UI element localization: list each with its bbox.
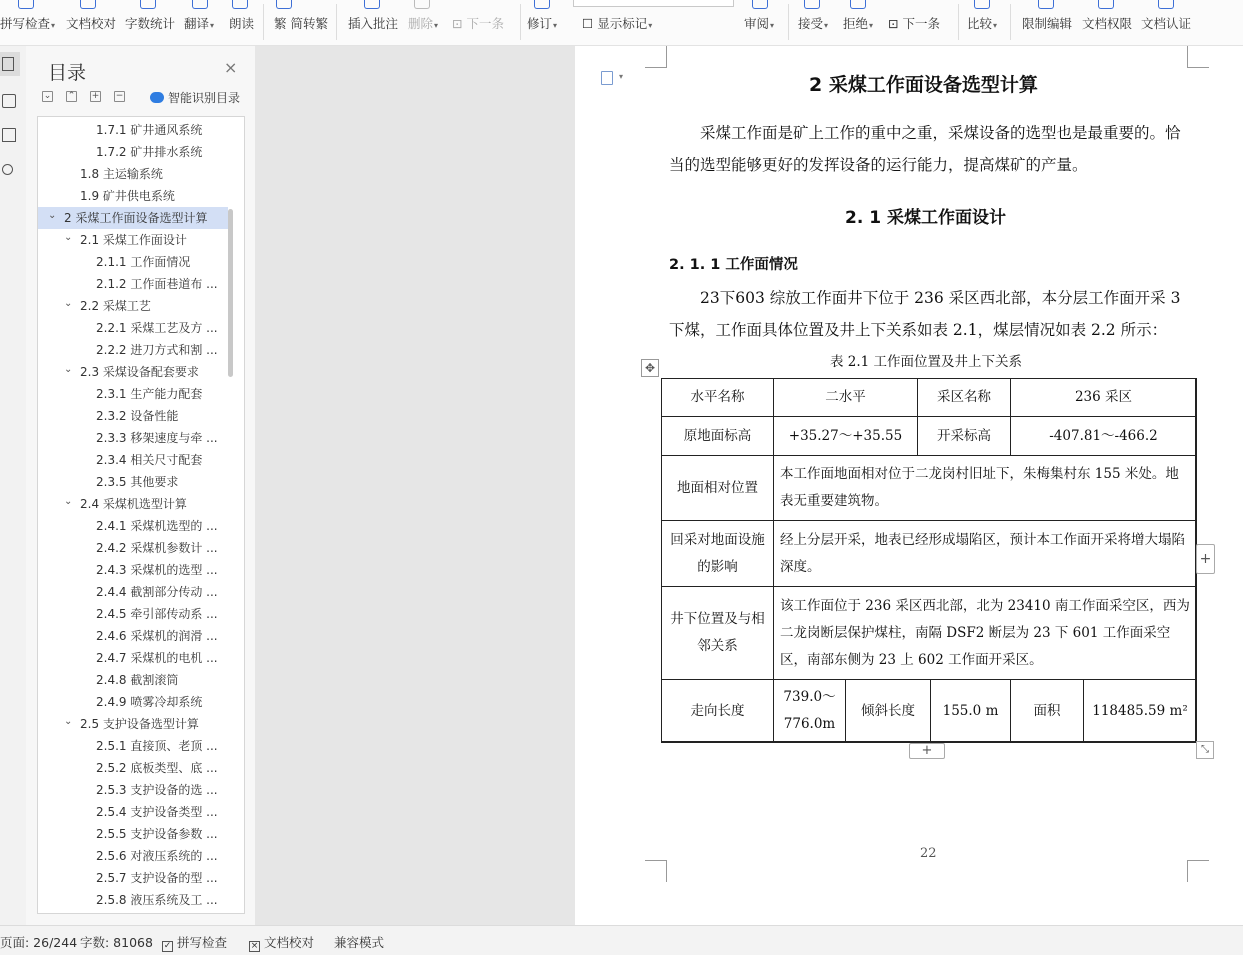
accept-button[interactable]: 接受▾ [798,16,829,31]
table-cell: 开采标高 [917,416,1011,456]
next-comment-icon: ⊡ [452,16,463,31]
body-paragraph: 23下603 综放工作面井下位于 236 采区西北部，本分层工作面开采 3 下煤，工作面具体位置及井上下关系如表 2.1，煤层情况如表 2.2 所示： [669,289,1181,339]
doc-certify-button[interactable]: 文档认证 [1141,16,1192,31]
doc-permission-icon [1098,0,1114,9]
toc-item-label: 1.8 主运输系统 [80,167,163,181]
toc-item[interactable] [38,537,228,559]
toc-item-label: 1.9 矿井供电系统 [80,189,175,203]
table-cell: 236 采区 [1010,378,1197,417]
table-cell: 回采对地面设施的影响 [661,520,774,587]
translate-icon [192,0,208,9]
toc-item-label: 2.5.6 对液压系统的 ... [96,849,218,863]
toc-item-label: 2.3.4 相关尺寸配套 [96,453,203,467]
document-page [575,46,1243,925]
toc-item[interactable] [38,757,228,779]
translate-button[interactable]: 翻译▾ [184,16,215,31]
table-cell: 水平名称 [661,378,774,417]
to-traditional-button[interactable]: 繁 简转繁 [274,16,329,31]
show-markup-icon: ☐ [582,16,594,31]
word-count[interactable]: 字数: 81068 [80,935,153,950]
chevron-down-icon[interactable]: ⌄ [64,298,73,309]
toc-item[interactable] [38,163,228,185]
toc-item-label: 2.5 支护设备选型计算 [80,717,199,731]
toc-item[interactable] [38,515,228,537]
spellcheck-icon [18,0,34,9]
compare-button[interactable]: 比较▾ [967,16,998,31]
toolbar-divider [788,4,789,40]
toc-item[interactable] [38,185,228,207]
add-heading-icon[interactable]: + [91,91,100,101]
next-comment-button[interactable]: ⊡ 下一条 [452,16,504,31]
insert-comment-icon [364,0,380,9]
toc-item[interactable] [38,317,228,339]
toc-item-label: 1.7.1 矿井通风系统 [96,123,203,137]
proofread-toggle[interactable]: × 文档校对 [250,935,315,951]
toc-item[interactable] [38,471,228,493]
toc-item-label: 2 采煤工作面设备选型计算 [64,211,208,225]
table-cell: 原地面标高 [661,416,774,456]
toc-item-label: 2.3.5 其他要求 [96,475,179,489]
status-bar [0,925,1243,955]
ai-icon [150,92,164,103]
toc-item[interactable] [38,669,228,691]
accept-icon [804,0,820,9]
proofread-icon [80,0,96,9]
toc-item-label: 2.4 采煤机选型计算 [80,497,187,511]
toc-item-label: 2.2.2 进刀方式和割 ... [96,343,218,357]
toolbar-divider [336,4,337,40]
collapse-all-icon[interactable]: ⌄ [43,91,52,101]
track-changes-button[interactable]: 修订▾ [527,16,558,31]
toc-item[interactable] [38,691,228,713]
spellcheck-button[interactable]: 拼写检查▾ [0,16,56,31]
chevron-down-icon[interactable]: ⌄ [64,232,73,243]
toc-item-label: 2.2.1 采煤工艺及方 ... [96,321,218,335]
toc-item[interactable] [38,647,228,669]
toc-item[interactable] [38,493,228,515]
table-resize-handle[interactable]: ⤡ [1196,741,1214,759]
table-cell: 地面相对位置 [661,455,774,521]
chapter-icon[interactable] [2,94,16,108]
page-number: 22 [920,846,937,861]
table-cell: 本工作面地面相对位于二龙岗村旧址下，朱梅集村东 155 米处。地表无重要建筑物。 [773,455,1197,521]
markup-mode-dropdown[interactable] [573,0,734,7]
chevron-down-icon[interactable]: ⌄ [64,364,73,375]
toc-item-label: 1.7.2 矿井排水系统 [96,145,203,159]
toolbar-divider [958,4,959,40]
toc-item-label: 2.3.2 设备性能 [96,409,179,423]
table-cell: 经上分层开采，地表已经形成塌陷区，预计本工作面开采将增大塌陷深度。 [773,520,1197,587]
toc-scrollbar[interactable] [228,209,233,377]
toc-item-label: 2.4.1 采煤机选型的 ... [96,519,218,533]
table-cell: 倾斜长度 [845,679,931,743]
next-change-button[interactable]: ⊡ 下一条 [888,16,940,31]
restrict-edit-button[interactable]: 限制编辑 [1022,16,1073,31]
chevron-down-icon[interactable]: ⌄ [64,716,73,727]
traditional-glyph: 繁 [274,16,287,31]
toolbar-divider [520,4,521,40]
toc-item-label: 2.1.2 工作面巷道布 ... [96,277,218,291]
expand-icon[interactable]: ⌃ [67,91,76,101]
insert-comment-button[interactable]: 插入批注 [348,16,399,31]
toc-item[interactable] [38,273,228,295]
table-caption: 表 2.1 工作面位置及井上下关系 [830,354,1023,370]
toc-item-label: 2.4.4 截割部分传动 ... [96,585,218,599]
toc-item[interactable] [38,801,228,823]
toc-tab[interactable] [0,52,20,76]
spellcheck-toggle[interactable]: ✓ 拼写检查 [163,935,228,951]
toolbar-divider [263,4,264,40]
toc-item-label: 2.1.1 工作面情况 [96,255,191,269]
delete-comment-button[interactable]: 删除▾ [408,16,439,31]
toc-tree [37,116,245,914]
subsection-heading: 2. 1. 1 工作面情况 [669,257,798,273]
toc-icon [2,57,14,71]
toc-item-label: 2.5.5 支护设备参数 ... [96,827,218,841]
review-ribbon [0,0,1243,46]
toc-item-label: 2.1 采煤工作面设计 [80,233,187,247]
chevron-down-icon[interactable]: ▾ [619,72,624,81]
toolbar-divider [1010,4,1011,40]
track-changes-icon [534,0,550,9]
toc-item[interactable] [38,845,228,867]
side-tool-strip [0,46,26,925]
smart-toc-button[interactable]: 智能识别目录 [150,89,240,106]
toc-item[interactable] [38,889,228,911]
toc-item[interactable] [38,251,228,273]
toc-item-label: 2.4.2 采煤机参数计 ... [96,541,218,555]
table-cell: -407.81～-466.2 [1010,416,1197,456]
document-icon[interactable] [601,71,613,85]
checkbox-icon: × [250,941,259,951]
crop-mark [645,860,667,882]
toc-item-label: 2.4.7 采煤机的电机 ... [96,651,218,665]
toc-item[interactable] [38,119,228,141]
table [661,378,1196,742]
table-move-handle[interactable]: ✥ [641,359,659,377]
simplified-traditional-icon [276,0,292,9]
review-button[interactable]: 审阅▾ [744,16,775,31]
toc-item-label: 2.5.7 支护设备的型 ... [96,871,218,885]
read-aloud-button[interactable]: 朗读 [229,16,255,31]
table-cell: 739.0～776.0m [773,679,846,743]
table-cell: +35.27～+35.55 [773,416,918,456]
table-cell: 井下位置及与相邻关系 [661,586,774,680]
toc-item-label: 2.2 采煤工艺 [80,299,151,313]
chapter-heading: 2 采煤工作面设备选型计算 [809,74,1038,96]
table-cell: 采区名称 [917,378,1011,417]
toc-item-label: 2.4.3 采煤机的选型 ... [96,563,218,577]
show-markup-button[interactable]: ☐ 显示标记▾ [582,16,653,31]
table-cell: 面积 [1010,679,1084,743]
toc-item-label: 2.4.9 喷雾冷却系统 [96,695,203,709]
toc-item[interactable] [38,867,228,889]
toc-item-label: 2.5.4 支护设备类型 ... [96,805,218,819]
panel-title: 目录 [48,62,87,84]
crop-mark [1187,860,1209,882]
remove-heading-icon[interactable]: − [115,91,124,101]
toc-item-label: 2.3.3 移架速度与牵 ... [96,431,218,445]
add-column-button[interactable]: + [1196,544,1215,574]
table-cell: 该工作面位于 236 采区西北部，北为 23410 南工作面采空区，西为二龙岗断层保护煤柱，南隔 DSF2 断层为 23 下 601 工作面采空区，南部东侧为 23 上 602 工作面开采区。 [773,586,1197,680]
toc-item[interactable] [38,295,228,317]
document-background [255,46,575,925]
table-cell: 走向长度 [661,679,774,743]
table-cell: 二水平 [773,378,918,417]
toc-item-label: 2.3.1 生产能力配套 [96,387,203,401]
toc-item[interactable] [38,141,228,163]
crop-mark [645,46,667,68]
crop-mark [1187,46,1209,68]
toc-item[interactable] [38,405,228,427]
toc-item[interactable] [38,559,228,581]
toc-item-label: 2.3 采煤设备配套要求 [80,365,199,379]
table-cell: 118485.59 m² [1083,679,1197,743]
toc-item[interactable] [38,603,228,625]
table-cell: 155.0 m [930,679,1011,743]
section-heading: 2. 1 采煤工作面设计 [845,208,1006,228]
toc-item-label: 2.5.3 支护设备的选 ... [96,783,218,797]
search-icon[interactable] [2,164,13,175]
checkbox-icon: ✓ [163,941,172,951]
restrict-edit-icon [1038,0,1054,9]
toc-item[interactable] [38,361,228,383]
toc-item[interactable] [38,581,228,603]
toc-item-label: 2.4.8 截割滚筒 [96,673,179,687]
toc-item[interactable] [38,449,228,471]
chevron-down-icon[interactable]: ⌄ [48,210,57,221]
toc-item-label: 2.5.8 液压系统及工 ... [96,893,218,907]
add-row-button[interactable]: + [909,743,945,759]
intro-paragraph: 采煤工作面是矿上工作的重中之重，采煤设备的选型也是最重要的。恰当的选型能够更好的发挥设备的运行能力，提高煤矿的产量。 [669,124,1181,174]
toc-item[interactable] [38,427,228,449]
word-count-button[interactable]: 字数统计 [125,16,176,31]
compare-icon [974,0,990,9]
proofread-button[interactable]: 文档校对 [66,16,117,31]
reject-button[interactable]: 拒绝▾ [843,16,874,31]
toc-item[interactable] [38,713,228,735]
close-icon[interactable]: × [224,58,238,77]
toc-item-label: 2.4.5 牵引部传动系 ... [96,607,218,621]
read-aloud-icon [232,0,248,9]
compat-mode-label: 兼容模式 [334,935,385,950]
doc-certify-icon [1158,0,1174,9]
toc-item-label: 2.5.2 底板类型、底 ... [96,761,218,775]
toc-item-label: 2.5.1 直接顶、老顶 ... [96,739,218,753]
toc-item[interactable] [38,229,228,251]
reject-icon [850,0,866,9]
delete-comment-icon [414,0,430,9]
word-count-icon [140,0,156,9]
toc-item[interactable] [38,823,228,845]
page-indicator[interactable]: 页面: 26/244 [0,935,78,950]
toc-item[interactable] [38,779,228,801]
toc-panel [26,46,255,925]
toc-item-label: 2.4.6 采煤机的润滑 ... [96,629,218,643]
toc-item[interactable] [38,383,228,405]
next-change-icon: ⊡ [888,16,899,31]
review-icon [752,0,768,9]
bookmark-icon[interactable] [2,128,16,142]
toc-item[interactable] [38,339,228,361]
toc-item[interactable] [38,207,228,229]
doc-permission-button[interactable]: 文档权限 [1082,16,1133,31]
toc-item[interactable] [38,625,228,647]
chevron-down-icon[interactable]: ⌄ [64,496,73,507]
toc-item[interactable] [38,735,228,757]
